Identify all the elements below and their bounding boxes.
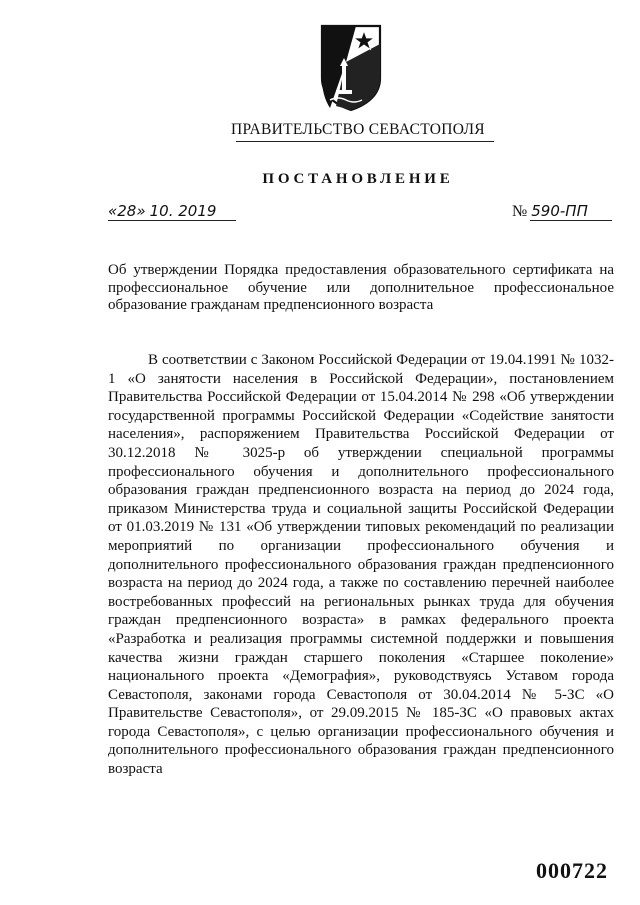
number-prefix: № — [512, 203, 528, 220]
decree-body: В соответствии с Законом Российской Федерации от 19.04.1991 № 1032-1 «О занятости населения в Российской Федерации», постановлением Правительства Российской Федерации от 15.04.2014 № 298 «Об утверждении государственной программы Российской Федерации «Содействие занятости населения», распоряжением Правительства Российской Федерации от 30.12.2018 № 3025-р об утверждении специальной программы профессионального обучения и дополнительного профессионального образования граждан предпенсионного возраста на период до 2024 года, приказом Министерства труда и социальной защиты Российской Федерации от 01.03.2019 № 131 «Об утверждении типовых рекомендаций по реализации мероприятий по организации профессионального обучения и дополнительного профессионального образования граждан предпенсионного возраста на период до 2024 года, а также по составлению перечней наиболее востребованных профессий на региональных рынках труда для обучения граждан предпенсионного возраста» в рамках федерального проекта «Разработка и реализация программы системной поддержки и повышения качества жизни граждан старшего поколения «Старшее поколение» национального проекта «Демография», руководствуясь Уставом города Севастополя, законами города Севастополя от 30.04.2014 № 5-ЗС «О Правительстве Севастополя», от 29.09.2015 № 185-ЗС «О правовых актах города Севастополя», с целью организации профессионального обучения и дополнительного профессионального образования граждан предпенсионного возраста — [108, 352, 614, 778]
government-title: ПРАВИТЕЛЬСТВО СЕВАСТОПОЛЯ — [231, 121, 485, 138]
sevastopol-coat-of-arms-icon — [316, 22, 386, 112]
number-value: 590-ПП — [531, 202, 588, 220]
number-underline — [530, 220, 612, 221]
decree-date — [108, 202, 216, 221]
date-underline — [108, 220, 236, 221]
title-underline — [236, 141, 494, 142]
date-open-quote: « — [108, 202, 118, 220]
date-close-quote: » — [136, 202, 146, 220]
decree-subject: Об утверждении Порядка предоставления образовательного сертификата на профессиональное обучение или дополнительное профессиональное образование гражданам предпенсионного возраста — [108, 262, 614, 313]
date-month-year: 10. 2019 — [149, 202, 217, 220]
date-day: 28 — [117, 202, 137, 220]
decree-number — [512, 202, 588, 221]
form-number: 000722 — [536, 858, 608, 883]
document-type: ПОСТАНОВЛЕНИЕ — [262, 171, 454, 187]
